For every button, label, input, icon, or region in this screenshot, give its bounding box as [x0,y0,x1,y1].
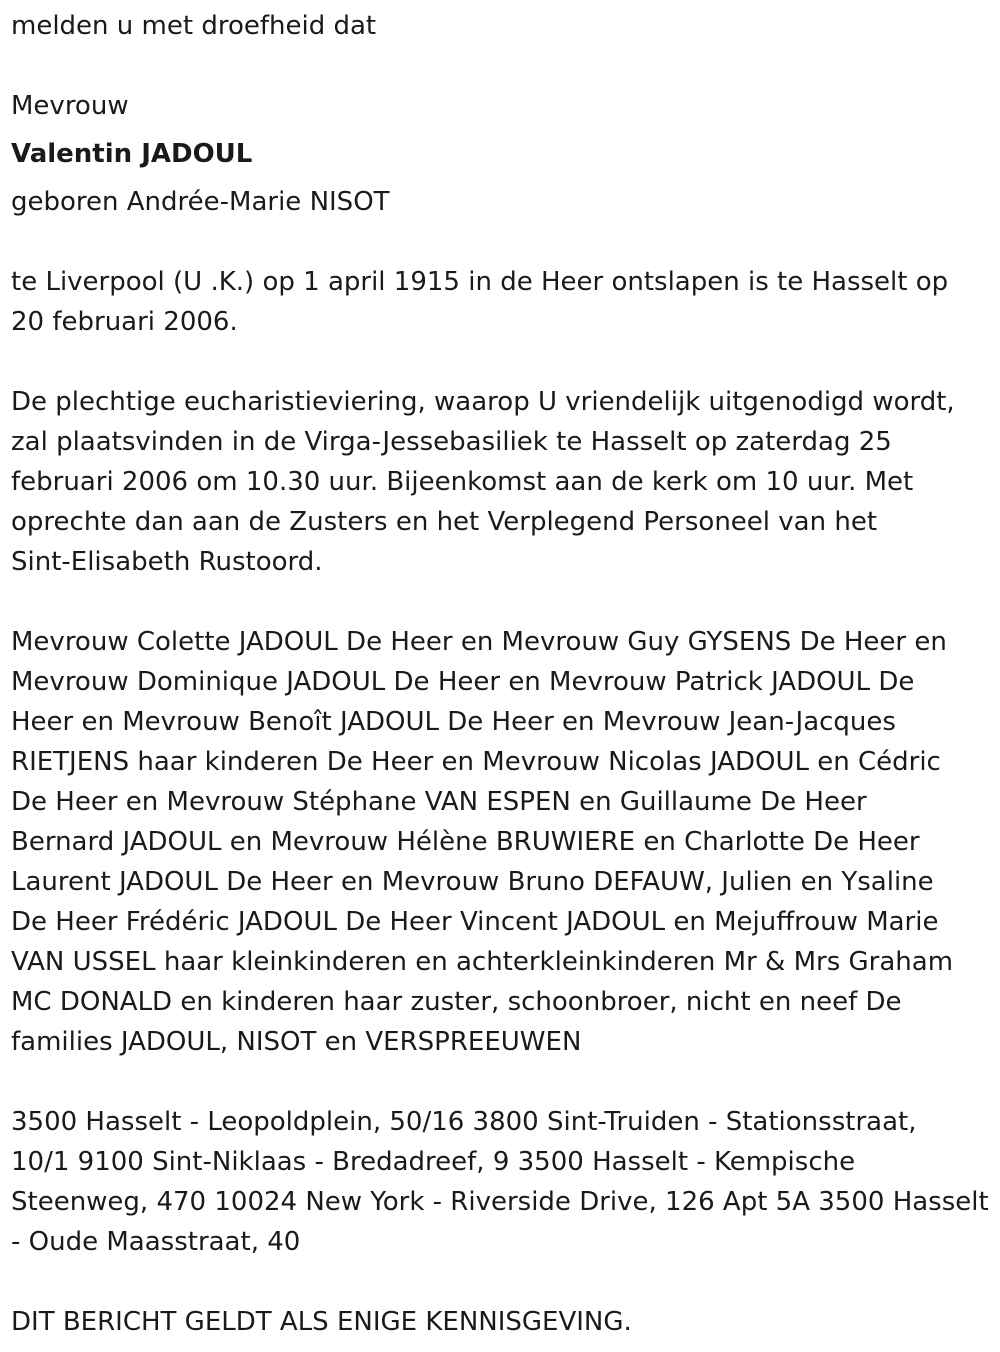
maiden-name: geboren Andrée-Marie NISOT [11,187,390,217]
family-line: De Heer Frédéric JADOUL De Heer Vincent JADOUL en Mejuffrouw Marie [11,907,939,937]
family-line: Heer en Mevrouw Benoît JADOUL De Heer en Mevrouw Jean-Jacques [11,707,896,737]
family-line: Mevrouw Dominique JADOUL De Heer en Mevrouw Patrick JADOUL De [11,667,915,697]
family-line: Bernard JADOUL en Mevrouw Hélène BRUWIERE en Charlotte De Heer [11,827,920,857]
family-line: MC DONALD en kinderen haar zuster, schoonbroer, nicht en neef De [11,987,902,1017]
ceremony-line: Sint-Elisabeth Rustoord. [11,547,323,577]
family-paragraph [11,622,986,1062]
honorific-title: Mevrouw [11,91,129,121]
family-line: Mevrouw Colette JADOUL De Heer en Mevrouw Guy GYSENS De Heer en [11,627,947,657]
family-line: VAN USSEL haar kleinkinderen en achterkleinkinderen Mr & Mrs Graham [11,947,954,977]
family-line: De Heer en Mevrouw Stéphane VAN ESPEN en Guillaume De Heer [11,787,867,817]
address-line: - Oude Maasstraat, 40 [11,1227,301,1257]
address-line: 3500 Hasselt - Leopoldplein, 50/16 3800 Sint-Truiden - Stationsstraat, [11,1107,917,1137]
ceremony-line: februari 2006 om 10.30 uur. Bijeenkomst aan de kerk om 10 uur. Met [11,467,914,497]
ceremony-line: De plechtige eucharistieviering, waarop U vriendelijk uitgenodigd wordt, [11,387,955,417]
birth-death-paragraph [11,262,986,342]
closing-notice: DIT BERICHT GELDT ALS ENIGE KENNISGEVING. [11,1307,632,1337]
address-line: Steenweg, 470 10024 New York - Riverside Drive, 126 Apt 5A 3500 Hasselt [11,1187,989,1217]
deceased-name: Valentin JADOUL [11,139,253,169]
ceremony-line: zal plaatsvinden in de Virga-Jessebasiliek te Hasselt op zaterdag 25 [11,427,892,457]
family-line: RIETJENS haar kinderen De Heer en Mevrouw Nicolas JADOUL en Cédric [11,747,941,777]
addresses-paragraph [11,1102,991,1262]
ceremony-line: oprechte dan aan de Zusters en het Verplegend Personeel van het [11,507,878,537]
address-line: 10/1 9100 Sint-Niklaas - Bredadreef, 9 3500 Hasselt - Kempische [11,1147,856,1177]
family-line: families JADOUL, NISOT en VERSPREEUWEN [11,1027,582,1057]
birth-death-line: te Liverpool (U .K.) op 1 april 1915 in de Heer ontslapen is te Hasselt op [11,267,949,297]
intro-text: melden u met droefheid dat [11,11,377,41]
ceremony-paragraph [11,382,986,582]
family-line: Laurent JADOUL De Heer en Mevrouw Bruno DEFAUW, Julien en Ysaline [11,867,934,897]
birth-death-line: 20 februari 2006. [11,307,238,337]
